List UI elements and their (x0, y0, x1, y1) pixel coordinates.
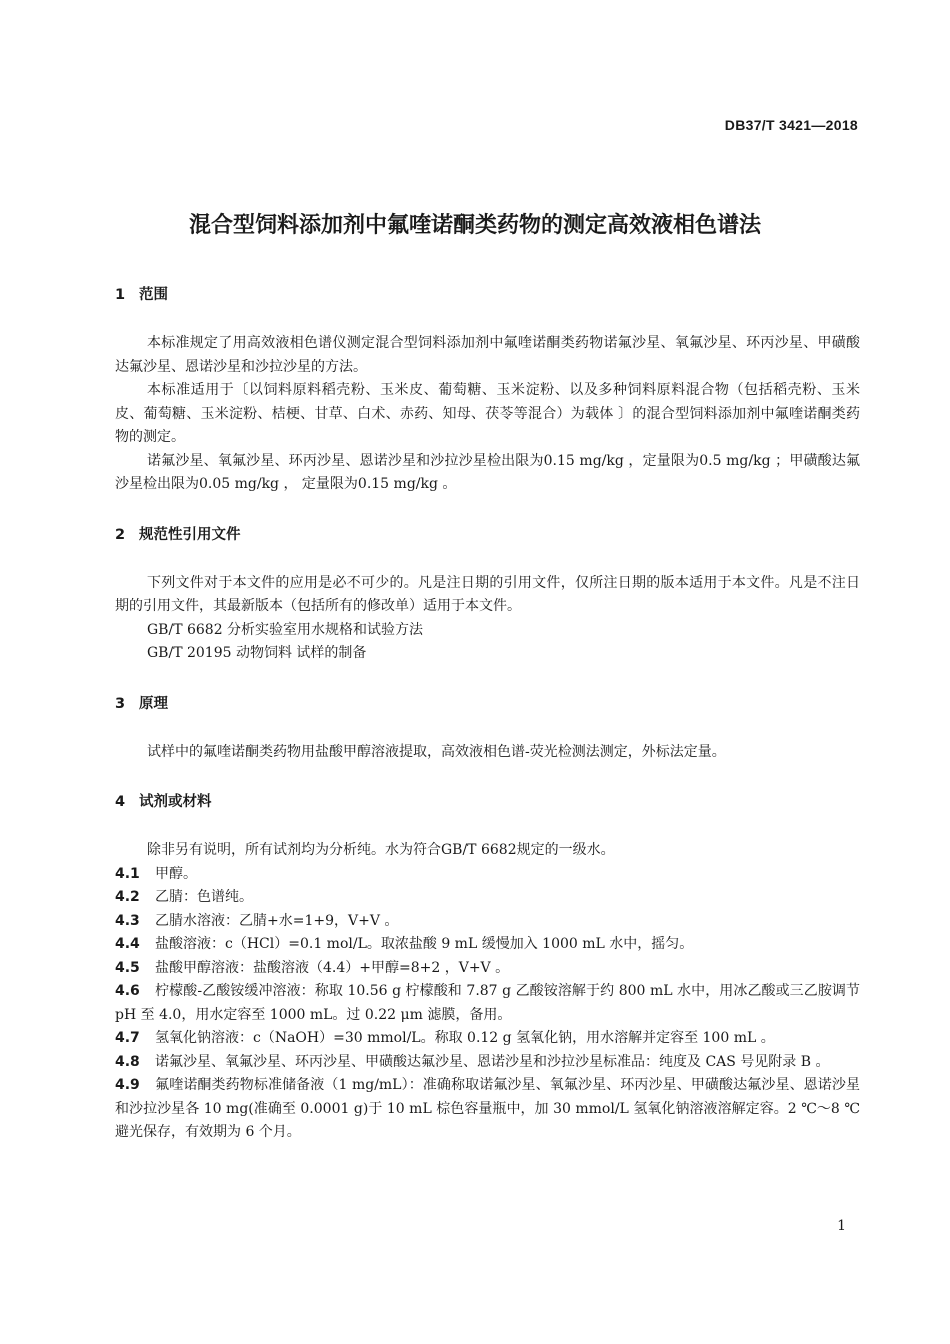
item-text: 乙腈水溶液：乙腈+水=1+9，V+V 。 (155, 912, 399, 929)
document-title: 混合型饲料添加剂中氟喹诺酮类药物的测定高效液相色谱法 (188, 213, 761, 238)
item-number: 4.6 (115, 983, 140, 999)
item-text: 柠檬酸-乙酸铵缓冲溶液：称取 10.56 g 柠檬酸和 7.87 g 乙酸铵溶解于约 800 mL 水中，用冰乙酸或三乙胺调节 pH 至 4.0，用水定容至 1000 mL。过 0.22 μm 滤膜，备用。 (115, 983, 860, 1023)
reference-item: GB/T 20195 动物饲料 试样的制备 (147, 645, 367, 661)
list-item (115, 957, 860, 981)
paragraph: 试样中的氟喹诺酮类药物用盐酸甲醇溶液提取，高效液相色谱-荧光检测法测定，外标法定量。 (147, 743, 726, 760)
list-item (115, 1051, 860, 1075)
item-number: 4.1 (115, 865, 140, 882)
item-text: 盐酸溶液：c（HCl）=0.1 mol/L。取浓盐酸 9 mL 缓慢加入 1000 mL 水中，摇匀。 (155, 936, 694, 952)
paragraph: 本标准规定了用高效液相色谱仪测定混合型饲料添加剂中氟喹诺酮类药物诺氟沙星、氧氟沙星、环丙沙星、甲磺酸达氟沙星、恩诺沙星和沙拉沙星的方法。 (115, 335, 860, 375)
section-title: 范围 (139, 287, 168, 303)
item-text: 诺氟沙星、氧氟沙星、环丙沙星、甲磺酸达氟沙星、恩诺沙星和沙拉沙星标准品：纯度及 CAS 号见附录 B 。 (155, 1053, 830, 1070)
list-item (115, 933, 860, 957)
list-item (115, 1074, 860, 1145)
reference-item: GB/T 6682 分析实验室用水规格和试验方法 (147, 621, 424, 638)
section-heading-reagents (115, 791, 860, 813)
section-heading-principle (115, 693, 860, 715)
list-item (115, 910, 860, 934)
paragraph: 下列文件对于本文件的应用是必不可少的。凡是注日期的引用文件，仅所注日期的版本适用于本文件。凡是不注日期的引用文件，其最新版本（包括所有的修改单）适用于本文件。 (115, 574, 860, 614)
document-body (115, 284, 860, 1145)
standard-code: DB37/T 3421—2018 (724, 117, 858, 133)
item-number: 4.9 (115, 1077, 140, 1093)
item-text: 盐酸甲醇溶液：盐酸溶液（4.4）+甲醇=8+2 ，V+V 。 (155, 959, 510, 976)
item-number: 4.2 (115, 889, 140, 905)
item-number: 4.3 (115, 912, 140, 929)
list-item (115, 980, 860, 1027)
item-number: 4.4 (115, 936, 140, 952)
item-text: 甲醇。 (155, 865, 197, 882)
item-number: 4.7 (115, 1030, 140, 1046)
section-heading-normative-references (115, 524, 860, 546)
item-text: 氢氧化钠溶液：c（NaOH）=30 mmol/L。称取 0.12 g 氢氧化钠，用水溶解并定容至 100 mL 。 (155, 1030, 775, 1046)
paragraph: 本标准适用于〔以饲料原料稻壳粉、玉米皮、葡萄糖、玉米淀粉、以及多种饲料原料混合物（包括稻壳粉、玉米皮、葡萄糖、玉米淀粉、桔梗、甘草、白术、赤药、知母、茯苓等混合）为载体 〕的混合型饲料添加剂中氟喹诺酮类药物的测定。 (115, 382, 860, 445)
section-heading-scope (115, 284, 860, 306)
section-number: 1 (115, 287, 126, 303)
page-number: 1 (837, 1218, 846, 1234)
section-title: 试剂或材料 (139, 794, 212, 810)
list-item (115, 886, 860, 910)
section-title: 原理 (139, 695, 168, 712)
section-title: 规范性引用文件 (139, 526, 241, 543)
item-text: 乙腈：色谱纯。 (155, 889, 253, 905)
section-number: 2 (115, 526, 126, 543)
section-number: 3 (115, 695, 126, 712)
item-number: 4.5 (115, 959, 140, 976)
item-text: 氟喹诺酮类药物标准储备液（1 mg/mL）：准确称取诺氟沙星、氧氟沙星、环丙沙星、甲磺酸达氟沙星、恩诺沙星和沙拉沙星各 10 mg(准确至 0.0001 g)于 10 mL 棕色容量瓶中，加 30 mmol/L 氢氧化钠溶液溶解定容。2 ℃～8 ℃避光保存，有效期为 6 个月。 (115, 1077, 860, 1140)
paragraph: 诺氟沙星、氧氟沙星、环丙沙星、恩诺沙星和沙拉沙星检出限为0.15 mg/kg ，定量限为0.5 mg/kg ；甲磺酸达氟沙星检出限为0.05 mg/kg ， 定量限为0.15 mg/kg 。 (115, 452, 860, 492)
list-item (115, 863, 860, 887)
paragraph: 除非另有说明，所有试剂均为分析纯。水为符合GB/T 6682规定的一级水。 (147, 842, 615, 858)
list-item (115, 1027, 860, 1051)
item-number: 4.8 (115, 1053, 140, 1070)
section-number: 4 (115, 794, 126, 810)
